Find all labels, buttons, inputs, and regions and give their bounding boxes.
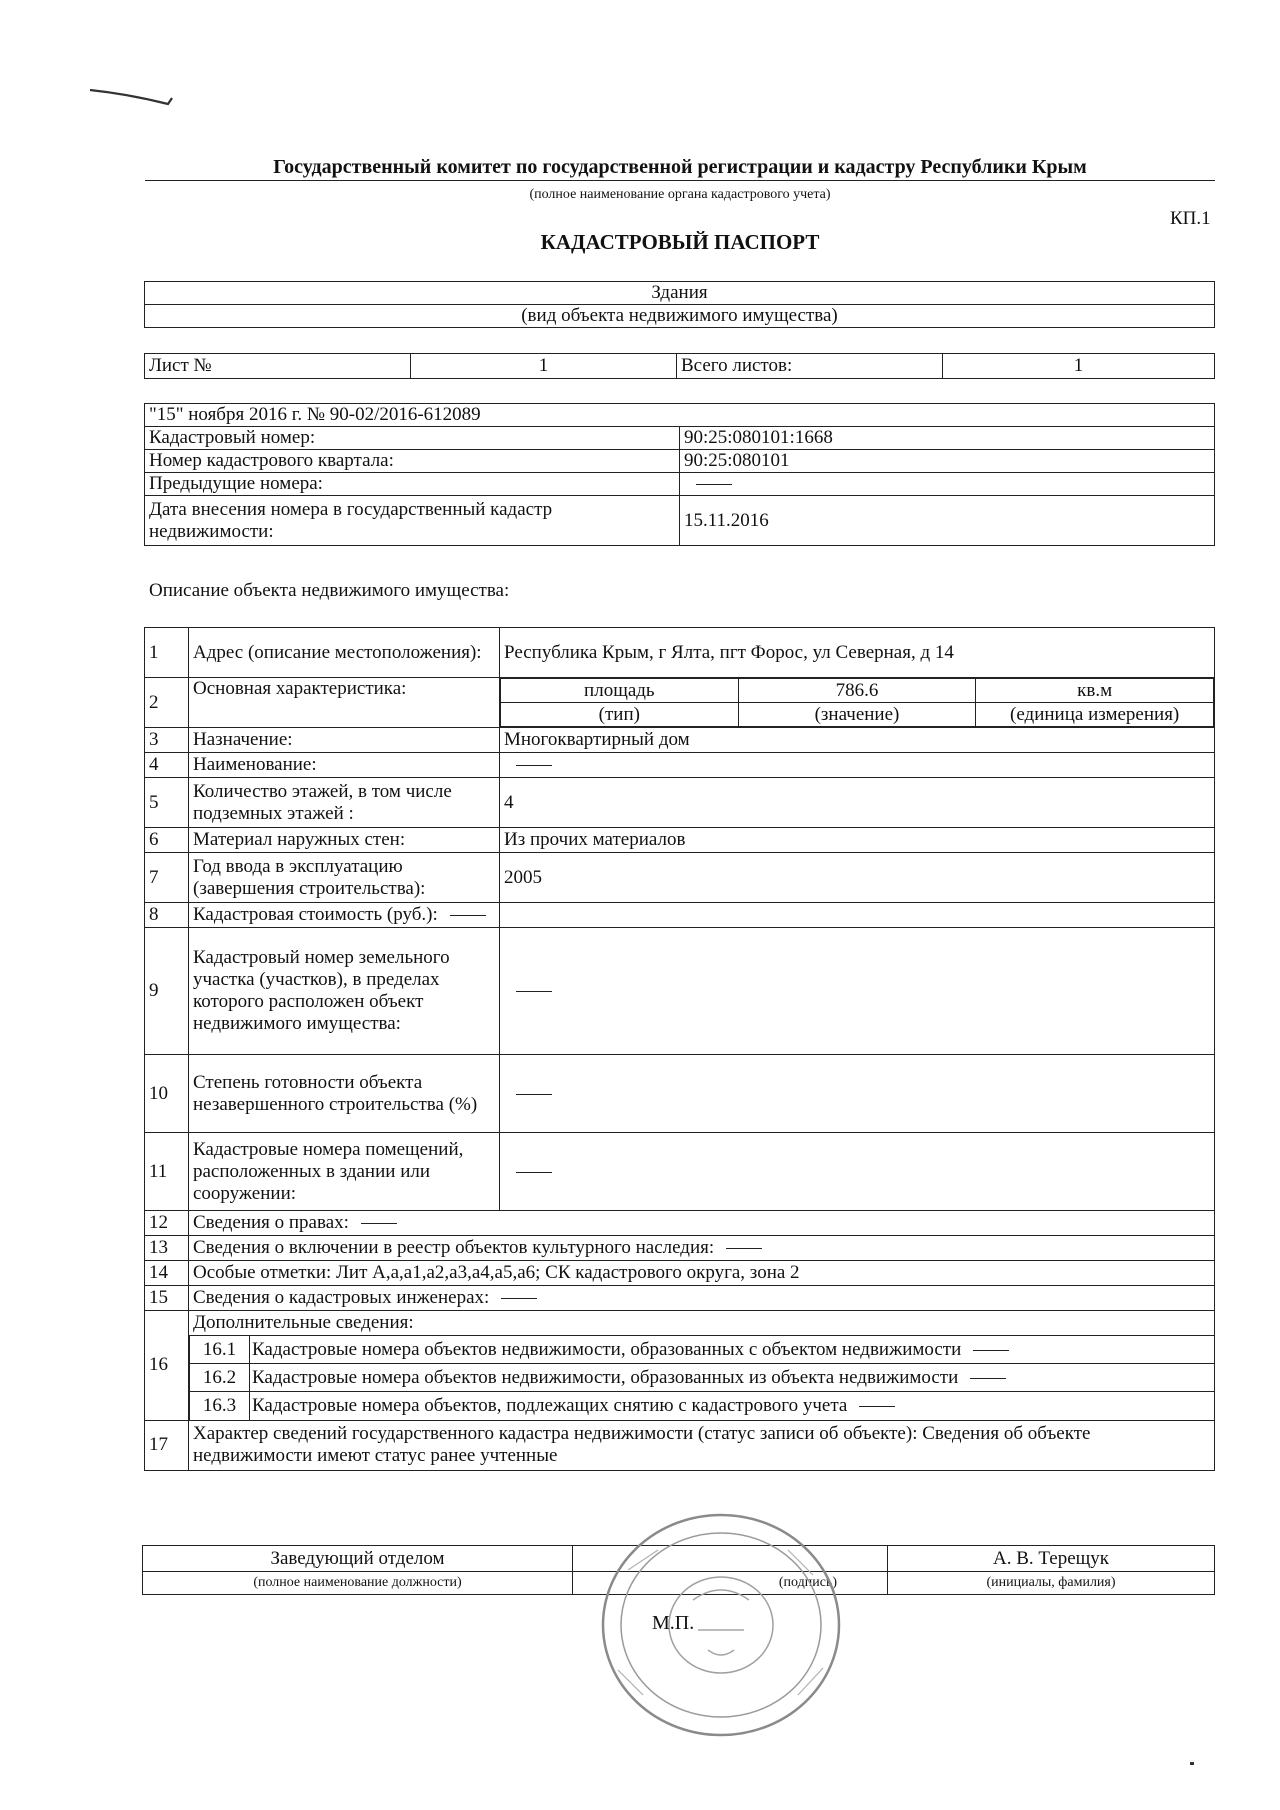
entry-date: 15.11.2016: [680, 496, 1215, 546]
engineers-cell: [189, 1286, 1215, 1311]
registration-date-line: "15" ноября 2016 г. № 90-02/2016-612089: [145, 404, 1215, 427]
row-num: 12: [145, 1211, 189, 1236]
char-type: площадь: [501, 679, 739, 703]
row-num: 7: [145, 853, 189, 903]
reg-label: Номер кадастрового квартала:: [145, 450, 680, 473]
row-num: 15: [145, 1286, 189, 1311]
additional-info-label: Дополнительные сведения:: [193, 1312, 414, 1333]
sub-num: 16.3: [190, 1392, 250, 1420]
characteristic-subtable: [500, 678, 1214, 727]
name-label: Наименование:: [189, 753, 500, 778]
char-value: 786.6: [738, 679, 976, 703]
additional-subtable: [189, 1335, 1214, 1420]
sub-item-label: Кадастровые номера объектов недвижимости, образованных из объекта недвижимости: [252, 1366, 959, 1388]
engineers-label: Сведения о кадастровых инженерах:: [193, 1287, 490, 1308]
readiness-value: [500, 1055, 1215, 1133]
floors-label: Количество этажей, в том числе подземных этажей :: [189, 778, 500, 828]
sheet-value: 1: [411, 354, 677, 379]
handwritten-mark: [88, 84, 178, 112]
row-num: 11: [145, 1133, 189, 1211]
row-num: 17: [145, 1420, 189, 1470]
premises-label: Кадастровые номера помещений, расположенных в здании или сооружении:: [189, 1133, 500, 1211]
sheet-table: [144, 353, 1215, 379]
row-num: 16: [145, 1311, 189, 1421]
doc-title: КАДАСТРОВЫЙ ПАСПОРТ: [540, 230, 820, 254]
signer-name: А. В. Терещук: [888, 1546, 1215, 1572]
row-num: 13: [145, 1236, 189, 1261]
org-name: Государственный комитет по государственной регистрации и кадастру Республики Крым: [145, 156, 1215, 181]
row-num: 8: [145, 903, 189, 928]
dash: [516, 991, 552, 992]
rights-label: Сведения о правах:: [193, 1212, 349, 1233]
sub-num: 16.2: [190, 1364, 250, 1392]
main-characteristic-label: Основная характеристика:: [189, 678, 500, 728]
quarter-number: 90:25:080101: [680, 450, 1215, 473]
description-title: Описание объекта недвижимого имущества:: [149, 580, 510, 601]
name-caption: (инициалы, фамилия): [888, 1572, 1215, 1595]
dash: [516, 1172, 552, 1173]
reg-label: Кадастровый номер:: [145, 427, 680, 450]
heritage-cell: [189, 1236, 1215, 1261]
dash: [516, 765, 552, 766]
row-num: 4: [145, 753, 189, 778]
cadastral-cost-value: [500, 903, 1215, 928]
dash: [516, 1094, 552, 1095]
reg-label: Предыдущие номера:: [145, 473, 680, 496]
floors-value: 4: [500, 778, 1215, 828]
premises-value: [500, 1133, 1215, 1211]
purpose-value: Многоквартирный дом: [500, 728, 1215, 753]
object-kind-value: Здания: [145, 282, 1215, 305]
dash: [696, 484, 732, 485]
rights-cell: [189, 1211, 1215, 1236]
sheet-label: Лист №: [145, 354, 411, 379]
cadastral-cost-text: Кадастровая стоимость (руб.):: [193, 904, 438, 925]
additional-info-cell: [189, 1311, 1215, 1421]
registration-table: [144, 403, 1215, 546]
row-num: 2: [145, 678, 189, 728]
char-unit-caption: (единица измерения): [976, 703, 1214, 727]
total-label: Всего листов:: [677, 354, 943, 379]
dash: [501, 1298, 537, 1299]
row-num: 10: [145, 1055, 189, 1133]
dash: [859, 1406, 895, 1407]
char-value-caption: (значение): [738, 703, 976, 727]
char-type-caption: (тип): [501, 703, 739, 727]
sub-item: [250, 1364, 1215, 1392]
object-kind-caption: (вид объекта недвижимого имущества): [145, 305, 1215, 328]
cadastral-number: 90:25:080101:1668: [680, 427, 1215, 450]
purpose-label: Назначение:: [189, 728, 500, 753]
speck: [1190, 1762, 1194, 1765]
official-seal: [598, 1510, 844, 1740]
sub-item-label: Кадастровые номера объектов, подлежащих снятию с кадастрового учета: [252, 1394, 848, 1416]
seal-label: М.П.: [652, 1612, 695, 1634]
sub-item: [250, 1336, 1215, 1364]
sub-item: [250, 1392, 1215, 1420]
dash: [973, 1350, 1009, 1351]
year-value: 2005: [500, 853, 1215, 903]
dash: [450, 915, 486, 916]
row-num: 6: [145, 828, 189, 853]
sign-caption: (подпись): [573, 1572, 888, 1595]
form-code: КП.1: [1170, 208, 1211, 229]
status-info: Характер сведений государственного кадастра недвижимости (статус записи об объекте): Сведения об объекте недвижимости имеют статус ранее учтенные: [189, 1420, 1215, 1470]
reg-label: Дата внесения номера в государственный кадастр недвижимости:: [145, 496, 680, 546]
cadastral-cost-label: [189, 903, 500, 928]
previous-numbers: [680, 473, 1215, 496]
main-characteristic-cell: [500, 678, 1215, 728]
name-value: [500, 753, 1215, 778]
row-num: 1: [145, 628, 189, 678]
row-num: 5: [145, 778, 189, 828]
heritage-label: Сведения о включении в реестр объектов культурного наследия:: [193, 1237, 715, 1258]
description-table: [144, 627, 1215, 1471]
dash: [726, 1248, 762, 1249]
dash: [970, 1378, 1006, 1379]
special-marks: Особые отметки: Лит А,а,а1,а2,а3,а4,а5,а6; СК кадастрового округа, зона 2: [189, 1261, 1215, 1286]
year-label: Год ввода в эксплуатацию (завершения строительства):: [189, 853, 500, 903]
address-label: Адрес (описание местоположения):: [189, 628, 500, 678]
object-kind-table: [144, 281, 1215, 328]
row-num: 9: [145, 928, 189, 1055]
row-num: 3: [145, 728, 189, 753]
char-unit: кв.м: [976, 679, 1214, 703]
land-plot-value: [500, 928, 1215, 1055]
total-value: 1: [943, 354, 1215, 379]
position-caption: (полное наименование должности): [143, 1572, 573, 1595]
address-value: Республика Крым, г Ялта, пгт Форос, ул Северная, д 14: [500, 628, 1215, 678]
sub-item-label: Кадастровые номера объектов недвижимости, образованных с объектом недвижимости: [252, 1338, 962, 1360]
dash: [361, 1223, 397, 1224]
wall-material-value: Из прочих материалов: [500, 828, 1215, 853]
sub-num: 16.1: [190, 1336, 250, 1364]
land-plot-label: Кадастровый номер земельного участка (участков), в пределах которого расположен объект недвижимого имущества:: [189, 928, 500, 1055]
row-num: 14: [145, 1261, 189, 1286]
position-value: Заведующий отделом: [143, 1546, 573, 1572]
wall-material-label: Материал наружных стен:: [189, 828, 500, 853]
readiness-label: Степень готовности объекта незавершенного строительства (%): [189, 1055, 500, 1133]
org-caption: (полное наименование органа кадастрового учета): [529, 187, 831, 202]
